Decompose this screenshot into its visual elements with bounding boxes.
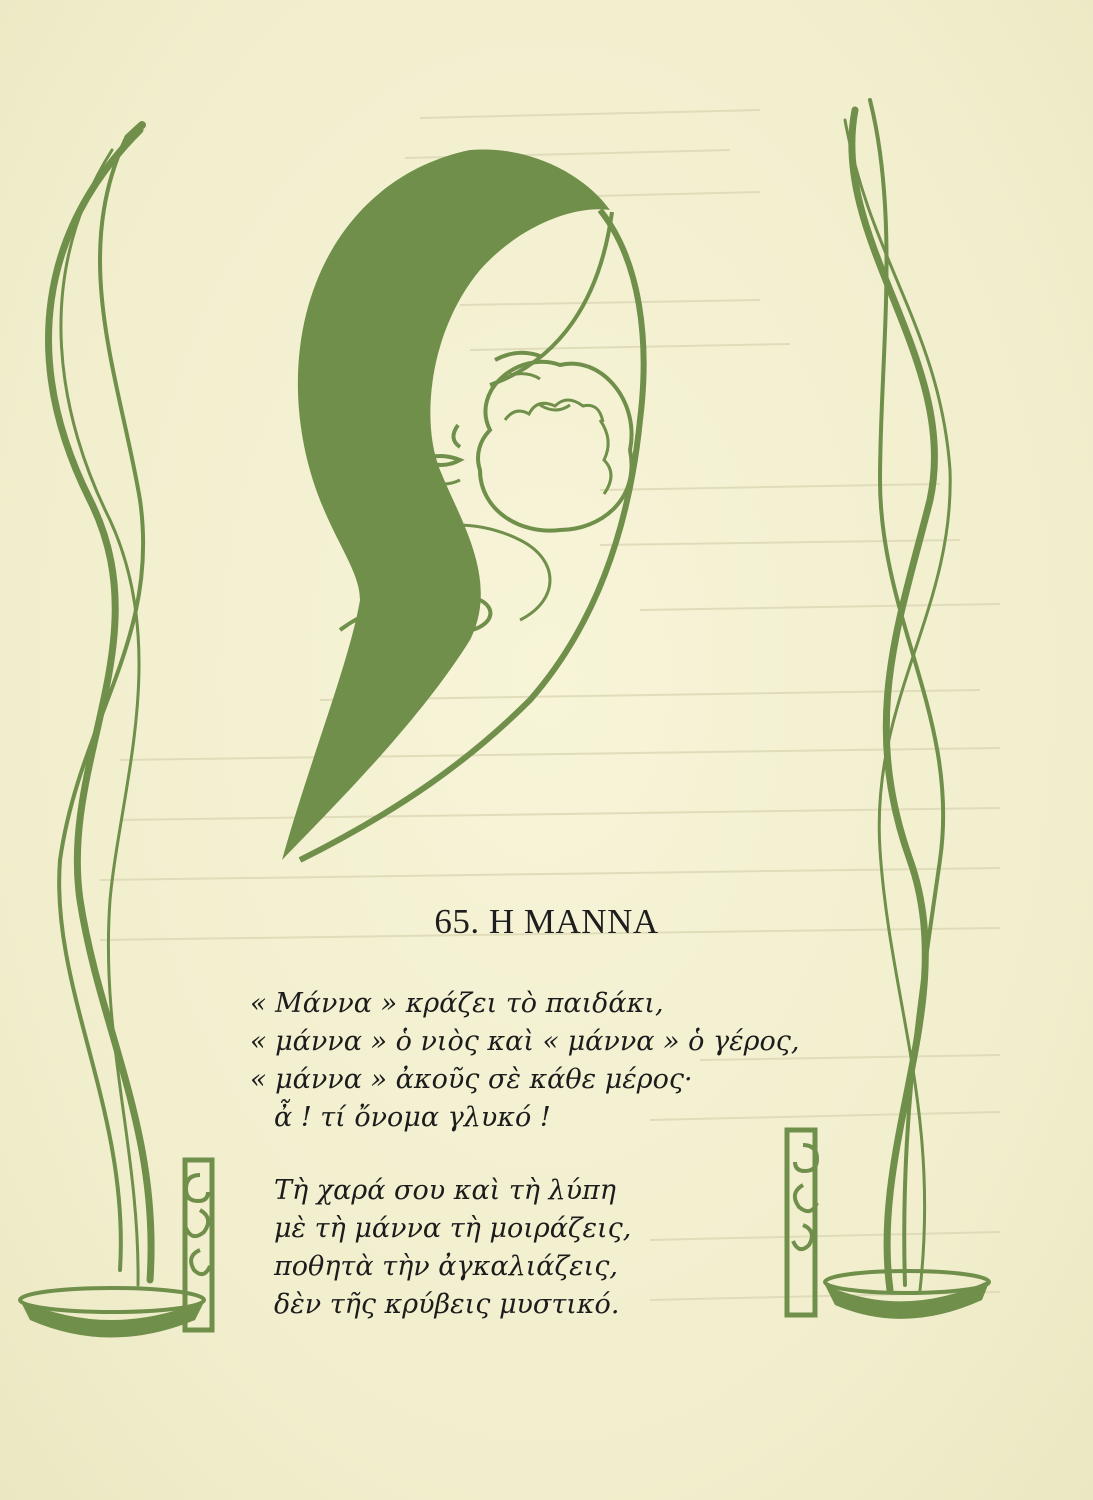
poem-line: « μάννα » ἀκοῦς σὲ κάθε μέρος· — [250, 1064, 693, 1095]
poem-line: « μάννα » ὁ νιὸς καὶ « μάννα » ὁ γέρος, — [250, 1026, 800, 1057]
poem-line: δὲν τῆς κρύβεις μυστικό. — [274, 1289, 620, 1320]
left-vine-ornament — [49, 125, 152, 1285]
poem-line: « Μάννα » κράζει τὸ παιδάκι, — [250, 988, 664, 1019]
poem-line: Τὴ χαρά σου καὶ τὴ λύπη — [274, 1175, 616, 1206]
poem-stanza-1 — [250, 985, 799, 1137]
poem-line: ἆ ! τί ὄνομα γλυκό ! — [274, 1102, 551, 1133]
poem-line: ποθητὰ τὴν ἀγκαλιάζεις, — [274, 1251, 618, 1282]
poem-stanza-2 — [274, 1172, 631, 1324]
right-vine-ornament — [845, 100, 950, 1290]
poem-line: μὲ τὴ μάννα τὴ μοιράζεις, — [274, 1213, 632, 1244]
poem-title: 65. Η ΜΑΝΝΑ — [434, 902, 659, 941]
